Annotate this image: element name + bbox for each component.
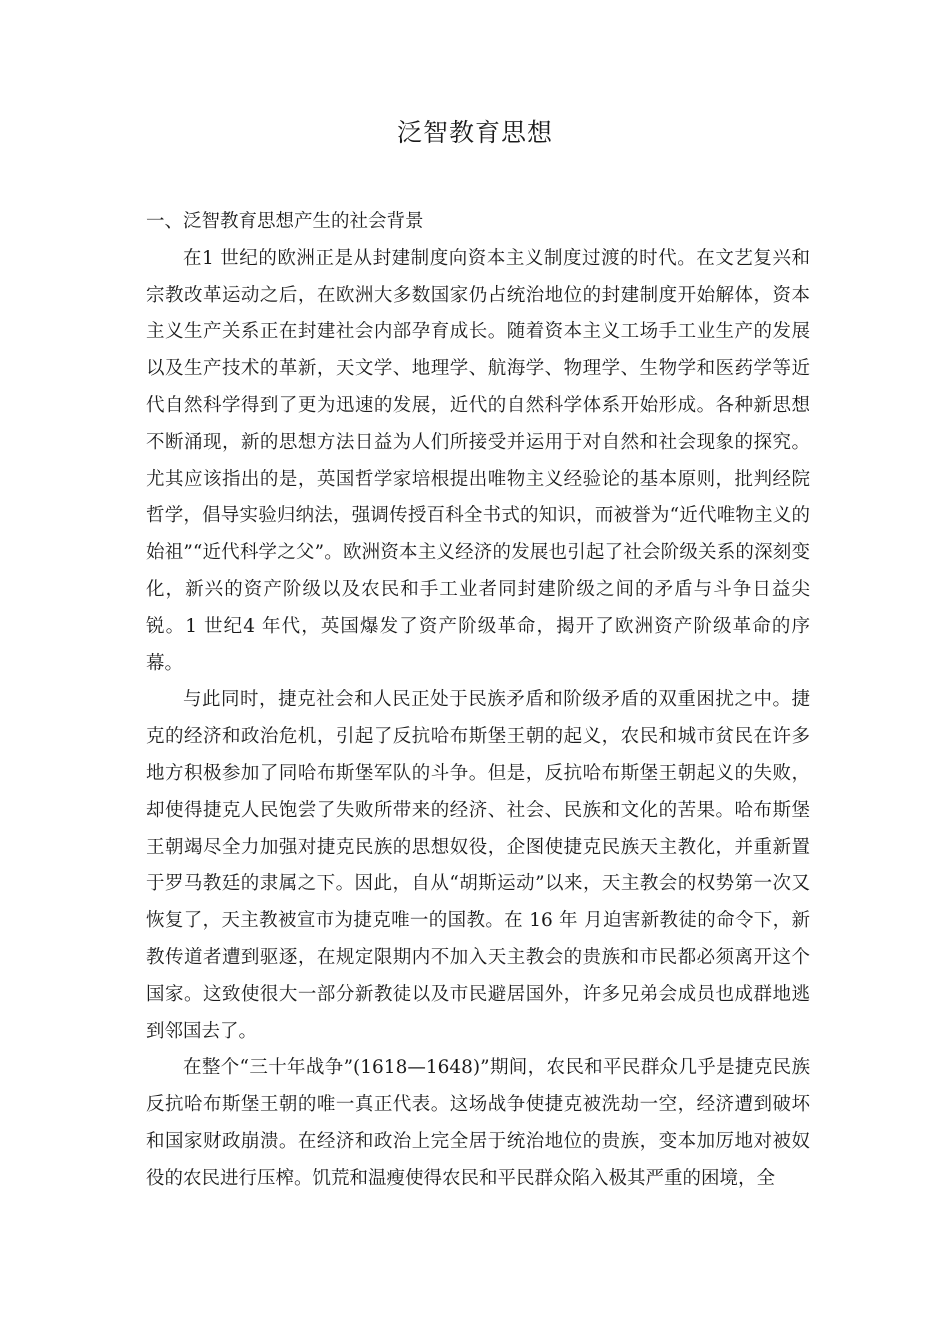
document-title: 泛智教育思想 — [396, 118, 553, 147]
document-body — [146, 204, 810, 1198]
paragraph-3: 在整个“三十年战争”(1618—1648)”期间，农民和平民群众几乎是捷克民族反抗哈布斯堡王朝的唯一真正代表。这场战争使捷克被洗劫一空，经济遭到破坏和国家财政崩溃。在经济和政治上完全居于统治地位的贵族，变本加厉地对被奴役的农民进行压榨。饥荒和温瘦使得农民和平民群众陷入极其严重的困境，全 — [146, 1057, 810, 1189]
paragraph-2: 与此同时，捷克社会和人民正处于民族矛盾和阶级矛盾的双重困扰之中。捷克的经济和政治危机，引起了反抗哈布斯堡王朝的起义，农民和城市贫民在许多地方积极参加了同哈布斯堡军队的斗争。但是，反抗哈布斯堡王朝起义的失败，却使得捷克人民饱尝了失败所带来的经济、社会、民族和文化的苦果。哈布斯堡王朝竭尽全力加强对捷克民族的思想奴役，企图使捷克民族天主教化，并重新置于罗马教廷的隶属之下。因此，自从“胡斯运动”以来，天主教会的权势第一次又恢复了，天主教被宣市为捷克唯一的国教。在 16 年 月迫害新教徒的命令下，新教传道者遭到驱逐，在规定限期内不加入天主教会的贵族和市民都必须离开这个国家。这致使很大一部分新教徒以及市民避居国外，许多兄弟会成员也成群地逃到邻国去了。 — [146, 689, 810, 1042]
paragraph-1: 在1 世纪的欧洲正是从封建制度向资本主义制度过渡的时代。在文艺复兴和宗教改革运动之后，在欧洲大多数国家仍占统治地位的封建制度开始解体，资本主义生产关系正在封建社会内部孕育成长。随着资本主义工场手工业生产的发展以及生产技术的革新，天文学、地理学、航海学、物理学、生物学和医药学等近代自然科学得到了更为迅速的发展，近代的自然科学体系开始形成。各种新思想不断涌现，新的思想方法日益为人们所接受并运用于对自然和社会现象的探究。尤其应该指出的是，英国哲学家培根提出唯物主义经验论的基本原则，批判经院哲学，倡导实验归纳法，强调传授百科全书式的知识，而被誉为“近代唯物主义的始祖”“近代科学之父”。欧洲资本主义经济的发展也引起了社会阶级关系的深刻变化，新兴的资产阶级以及农民和手工业者同封建阶级之间的矛盾与斗争日益尖锐。1 世纪4 年代，英国爆发了资产阶级革命，揭开了欧洲资产阶级革命的序幕。 — [146, 247, 810, 674]
section-heading: 一、泛智教育思想产生的社会背景 — [146, 211, 424, 232]
